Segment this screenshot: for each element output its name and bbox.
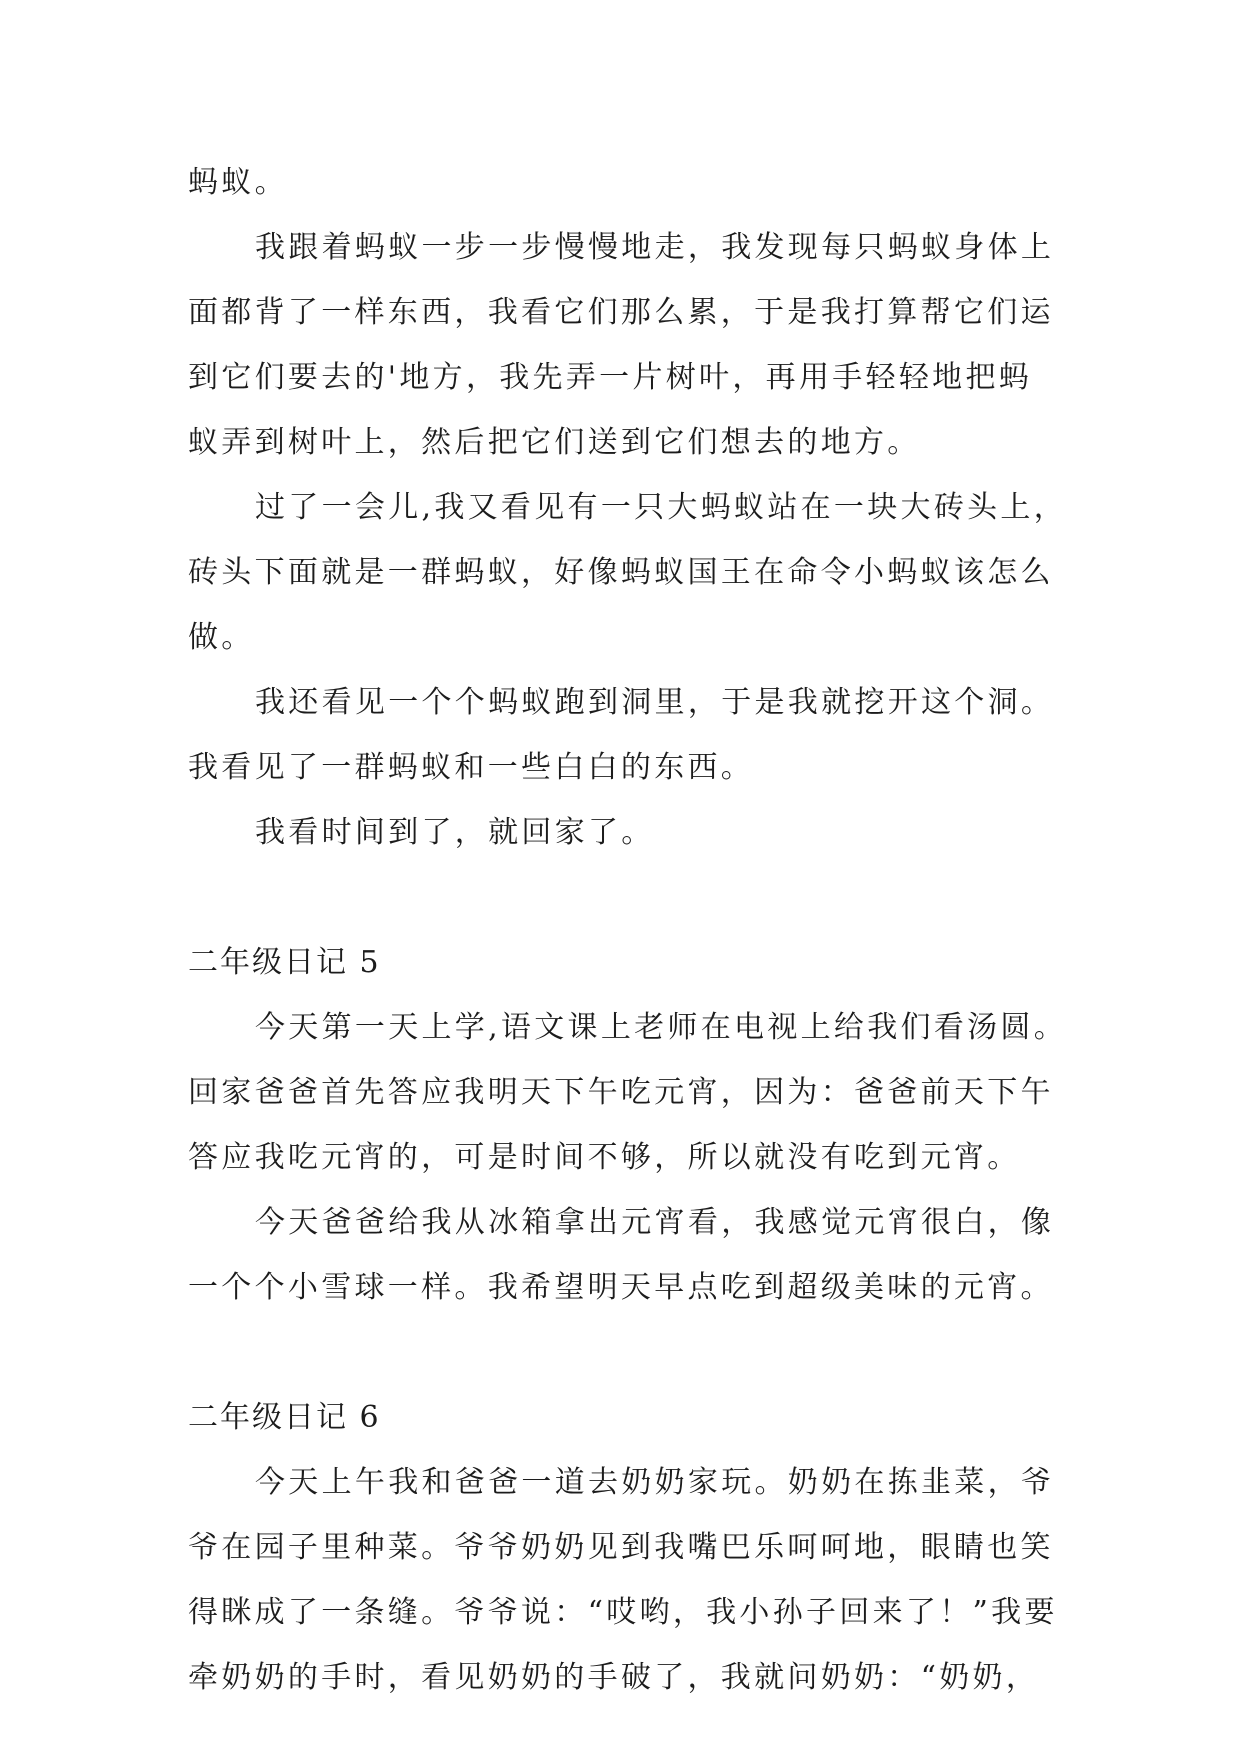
text-line: 回家爸爸首先答应我明天下午吃元宵，因为：爸爸前天下午 bbox=[188, 1075, 1054, 1110]
text-line: 面都背了一样东西，我看它们那么累，于是我打算帮它们运 bbox=[188, 295, 1054, 330]
text-line: 蚁弄到树叶上，然后把它们送到它们想去的地方。 bbox=[188, 425, 921, 460]
text-line: 今天第一天上学,语文课上老师在电视上给我们看汤圆。 bbox=[255, 1010, 1068, 1045]
text-line: 得眯成了一条缝。爷爷说：“哎哟，我小孙子回来了！”我要 bbox=[188, 1595, 1058, 1630]
text-line: 我看见了一群蚂蚁和一些白白的东西。 bbox=[188, 750, 755, 785]
text-line: 做。 bbox=[188, 620, 255, 655]
text-line: 到它们要去的'地方，我先弄一片树叶，再用手轻轻地把蚂 bbox=[188, 360, 1033, 395]
diary-heading-6: 二年级日记 6 bbox=[188, 1400, 381, 1435]
text-line: 爷在园子里种菜。爷爷奶奶见到我嘴巴乐呵呵地，眼睛也笑 bbox=[188, 1530, 1054, 1565]
text-line: 过了一会儿,我又看见有一只大蚂蚁站在一块大砖头上， bbox=[255, 490, 1068, 525]
text-line: 我跟着蚂蚁一步一步慢慢地走，我发现每只蚂蚁身体上 bbox=[255, 230, 1055, 265]
text-line: 蚂蚁。 bbox=[188, 165, 288, 200]
text-line: 我看时间到了，就回家了。 bbox=[255, 815, 655, 850]
text-line: 今天上午我和爸爸一道去奶奶家玩。奶奶在拣韭菜，爷 bbox=[255, 1465, 1055, 1500]
text-line: 今天爸爸给我从冰箱拿出元宵看，我感觉元宵很白，像 bbox=[255, 1205, 1055, 1240]
text-line: 砖头下面就是一群蚂蚁，好像蚂蚁国王在命令小蚂蚁该怎么 bbox=[188, 555, 1054, 590]
diary-heading-5: 二年级日记 5 bbox=[188, 945, 381, 980]
text-line: 一个个小雪球一样。我希望明天早点吃到超级美味的元宵。 bbox=[188, 1270, 1054, 1305]
text-line: 我还看见一个个蚂蚁跑到洞里，于是我就挖开这个洞。 bbox=[255, 685, 1055, 720]
text-line: 答应我吃元宵的，可是时间不够，所以就没有吃到元宵。 bbox=[188, 1140, 1021, 1175]
text-line: 牵奶奶的手时，看见奶奶的手破了，我就问奶奶：“奶奶， bbox=[188, 1660, 1040, 1695]
